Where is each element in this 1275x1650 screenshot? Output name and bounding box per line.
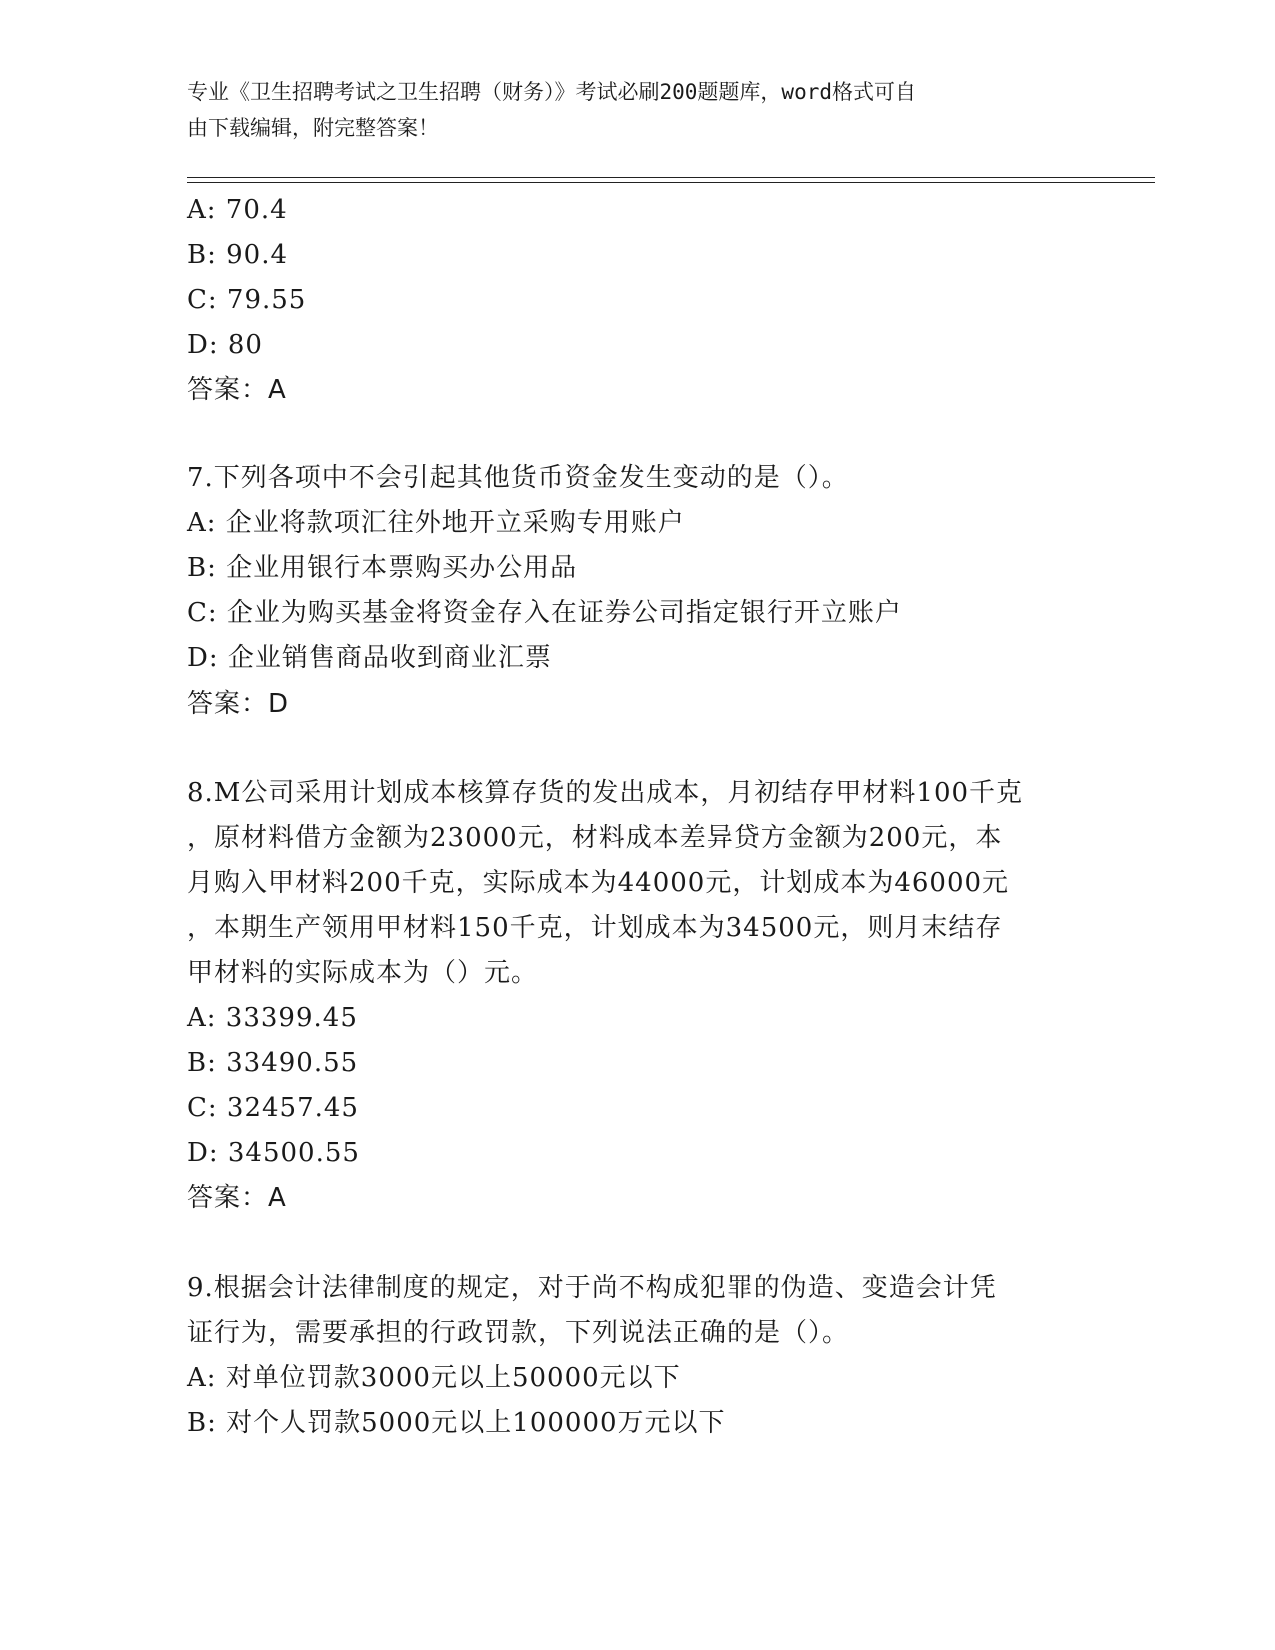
q7-option-d: D: 企业销售商品收到商业汇票 — [187, 643, 552, 673]
header-divider-bottom — [187, 182, 1155, 183]
q6-option-b: B: 90.4 — [187, 240, 289, 270]
q7-option-b: B: 企业用银行本票购买办公用品 — [187, 553, 578, 583]
q8-stem-line-4: ，本期生产领用甲材料150千克，计划成本为34500元，则月末结存 — [187, 913, 1003, 943]
q8-stem-line-1: 8.M公司采用计划成本核算存货的发出成本，月初结存甲材料100千克 — [187, 778, 1024, 808]
header-line-2: 由下载编辑，附完整答案！ — [187, 116, 439, 140]
q8-stem-line-3: 月购入甲材料200千克，实际成本为44000元，计划成本为46000元 — [187, 868, 1010, 898]
q8-stem-line-5: 甲材料的实际成本为（）元。 — [187, 958, 539, 988]
q8-option-a: A: 33399.45 — [187, 1003, 358, 1033]
q8-option-b: B: 33490.55 — [187, 1048, 359, 1078]
q6-option-d: D: 80 — [187, 330, 263, 360]
q7-answer: 答案：D — [187, 689, 290, 719]
q7-stem-line-1: 7.下列各项中不会引起其他货币资金发生变动的是（）。 — [187, 463, 849, 493]
q7-option-a: A: 企业将款项汇往外地开立采购专用账户 — [187, 508, 685, 538]
q8-option-c: C: 32457.45 — [187, 1093, 359, 1123]
q6-answer: 答案：A — [187, 375, 287, 405]
q8-stem-line-2: ，原材料借方金额为23000元，材料成本差异贷方金额为200元，本 — [187, 823, 1003, 853]
q9-stem-line-1: 9.根据会计法律制度的规定，对于尚不构成犯罪的伪造、变造会计凭 — [187, 1273, 997, 1303]
q8-option-d: D: 34500.55 — [187, 1138, 360, 1168]
q8-answer: 答案：A — [187, 1183, 287, 1213]
q9-option-b: B: 对个人罚款5000元以上100000万元以下 — [187, 1408, 726, 1438]
header-divider-top — [187, 177, 1155, 178]
q6-option-c: C: 79.55 — [187, 285, 307, 315]
q9-option-a: A: 对单位罚款3000元以上50000元以下 — [187, 1363, 681, 1393]
document-header — [187, 74, 1087, 146]
q6-option-a: A: 70.4 — [187, 195, 288, 225]
q9-stem-line-2: 证行为，需要承担的行政罚款，下列说法正确的是（）。 — [187, 1318, 850, 1348]
header-line-1: 专业《卫生招聘考试之卫生招聘（财务）》考试必刷200题题库，word格式可自 — [187, 80, 916, 104]
q7-option-c: C: 企业为购买基金将资金存入在证券公司指定银行开立账户 — [187, 598, 902, 628]
